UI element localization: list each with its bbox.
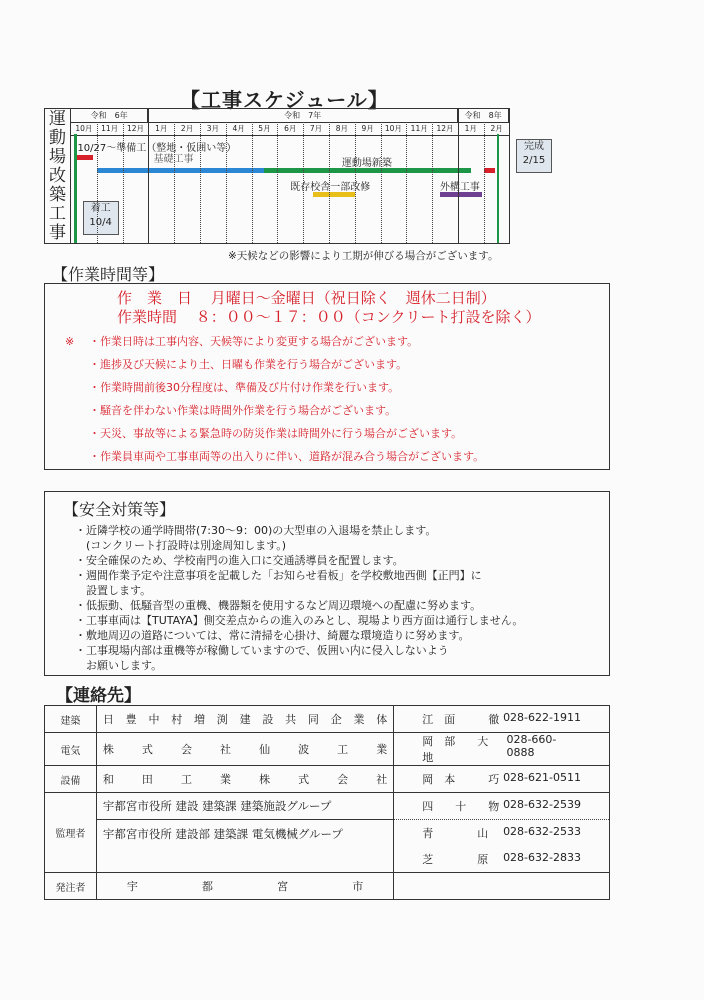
month-header: 11月: [101, 124, 119, 133]
org-char: 株: [259, 773, 271, 786]
person-cell: [394, 846, 610, 873]
row-label-char: 工: [49, 203, 66, 224]
year-header-row: [71, 109, 509, 123]
month-header: 2月: [490, 124, 503, 133]
row-label-char: 動: [49, 127, 66, 148]
org-cell: [96, 766, 393, 793]
contact-person: [400, 711, 603, 727]
month-gridline: [277, 122, 278, 243]
org-char: 社: [220, 743, 232, 756]
org-char: 業: [376, 743, 388, 756]
year-header: 令和 6年: [71, 109, 148, 122]
month-gridline: [303, 122, 304, 243]
person-name: 青 山: [422, 827, 489, 840]
person-cell: [394, 733, 610, 766]
org-cell: 宇都宮市役所 建設部 建築課 電気機械グループ: [96, 820, 393, 873]
month-gridline: [252, 122, 253, 243]
safety-title: 【安全対策等】: [63, 500, 176, 519]
person-cell: [394, 820, 610, 847]
contact-person: [400, 851, 603, 867]
role-cell: 設備: [45, 766, 97, 793]
month-header: 9月: [361, 124, 374, 133]
task-label: 基礎工事: [153, 154, 194, 165]
work-time-row: [117, 308, 541, 327]
person-name: 岡 部 大 地: [422, 735, 500, 764]
row-label-char: 場: [49, 146, 66, 167]
role-cell: 発注者: [45, 873, 97, 900]
org-char: 共: [285, 713, 297, 726]
work-note-item: ・騒音を伴わない作業は時間外作業を行う場合がございます。: [89, 404, 397, 417]
task-bar: [484, 168, 496, 173]
org-char: 式: [141, 743, 153, 756]
org-char: 業: [353, 713, 365, 726]
work-note-item: ・進捗及び天候により土、日曜も作業を行う場合がございます。: [89, 358, 408, 371]
work-note-item: ・作業員車両や工事車両等の出入りに伴い、道路が混み合う場合がございます。: [89, 450, 485, 463]
org-char: 波: [298, 743, 310, 756]
start-label: 着工: [90, 203, 111, 214]
phone-number: 028-632-2539: [503, 798, 581, 811]
month-header: 2月: [180, 124, 194, 133]
start-box: [83, 201, 119, 235]
month-header: 1月: [155, 124, 168, 133]
org-char: 会: [337, 773, 349, 786]
month-gridline: [97, 122, 98, 243]
phone-number: 028-632-2833: [503, 851, 581, 864]
month-header: 7月: [309, 124, 323, 133]
phone-number: 028-621-0511: [503, 771, 581, 784]
org-char: 式: [298, 773, 310, 786]
org-cell: [96, 873, 393, 900]
org-char: 渕: [216, 713, 228, 726]
month-header: 1月: [464, 124, 477, 133]
org-char: 田: [141, 773, 153, 786]
contact-person: [400, 825, 603, 841]
month-header: 12月: [436, 124, 454, 133]
month-header: 12月: [126, 124, 144, 133]
safety-item: ・工事車両は【TUTAYA】側交差点からの進入のみとし、現場より西方面は通行しません。: [75, 614, 524, 627]
contact-person: [400, 798, 603, 814]
contact-row: [45, 766, 610, 793]
safety-item: ・敷地周辺の道路については、常に清掃を心掛け、綺麗な環境造りに努めます。: [75, 629, 470, 642]
year-header: 令和 7年: [148, 109, 458, 122]
supervisor-row: [45, 793, 610, 820]
safety-item: ・近隣学校の通学時間帯(7:30～9：00)の大型車の入退場を禁止します。: [75, 524, 437, 537]
month-header: 5月: [258, 124, 271, 133]
contact-person: [400, 771, 603, 787]
org-char: 都: [202, 880, 214, 893]
org-char: 企: [330, 713, 342, 726]
empty-cell: [394, 873, 610, 900]
month-gridline: [432, 122, 433, 243]
safety-item: お願いします。: [75, 659, 163, 672]
safety-item: ・工事現場内部は重機等が稼働していますので、仮囲い内に侵入しないよう: [75, 644, 449, 657]
org-char: 建: [239, 713, 251, 726]
safety-item: ・安全確保のため、学校南門の進入口に交通誘導員を配置します。: [75, 554, 404, 567]
work-note-item: ・作業時間前後30分程度は、準備及び片付け作業を行います。: [89, 381, 400, 394]
start-date: 10/4: [89, 217, 112, 228]
contact-row: [45, 733, 610, 766]
row-label-char: 事: [49, 222, 66, 243]
safety-item: 設置します。: [75, 584, 152, 597]
org-char: 設: [262, 713, 274, 726]
month-gridline: [381, 122, 382, 243]
phone-number: 028-632-2533: [503, 825, 581, 838]
org-name: [103, 711, 387, 727]
month-header: 3月: [206, 124, 219, 133]
org-char: 増: [194, 713, 205, 726]
gantt-chart: [44, 108, 510, 244]
role-cell: 建築: [45, 706, 97, 733]
note-mark: ※: [65, 335, 75, 348]
year-divider: [148, 109, 149, 243]
milestone-line: [497, 134, 500, 243]
safety-item: ・週間作業予定や注意事項を記載した「お知らせ看板」を学校敷地西側【正門】に: [75, 569, 482, 582]
org-name: [103, 741, 387, 757]
year-header: 令和 8年: [458, 109, 510, 122]
contacts-title: 【連絡先】: [56, 686, 141, 706]
work-notes-list: [89, 330, 484, 468]
role-cell: 電気: [45, 733, 97, 766]
task-label: 運動場新築: [341, 158, 392, 169]
month-header: 11月: [410, 124, 428, 133]
client-name: [127, 878, 363, 894]
org-char: 社: [376, 773, 388, 786]
org-char: 業: [220, 773, 232, 786]
completion-label: 完成: [524, 141, 544, 152]
contact-row: [45, 706, 610, 733]
org-cell: 宇都宮市役所 建設 建築課 建築施設グループ: [96, 793, 393, 820]
month-gridline: [406, 122, 407, 243]
org-char: 工: [337, 743, 349, 756]
task-label: 外構工事: [439, 182, 480, 193]
work-day-label: 作 業 日: [117, 289, 193, 307]
org-char: 工: [180, 773, 192, 786]
schedule-title: 【工事スケジュール】: [180, 88, 389, 112]
supervisor-row: [45, 820, 610, 847]
org-name: [103, 771, 387, 787]
safety-item: (コンクリート打設時は別途周知します。): [75, 539, 286, 552]
safety-item: ・低振動、低騒音型の重機、機器類を使用するなど周辺環境への配慮に努めます。: [75, 599, 482, 612]
person-name: 岡 本 巧: [422, 773, 500, 786]
person-name: 芝 原: [422, 853, 489, 866]
work-note-item: ・作業日時は工事内容、天候等により変更する場合がございます。: [89, 335, 419, 348]
org-char: 宇: [126, 880, 138, 893]
org-char: 豊: [125, 713, 137, 726]
task-label: 10/27～準備工（整地・仮囲い等）: [77, 143, 237, 154]
year-divider: [458, 109, 459, 243]
month-header: 10月: [384, 124, 402, 133]
person-cell: [394, 766, 610, 793]
org-char: 市: [352, 880, 364, 893]
month-gridline: [174, 122, 175, 243]
schedule-note: ※天候などの影響により工期が伸びる場合がございます。: [228, 250, 499, 262]
month-gridline: [123, 122, 124, 243]
month-gridline: [484, 122, 485, 243]
completion-date: 2/15: [522, 155, 546, 166]
contacts-table: [44, 705, 610, 900]
role-cell: 監理者: [45, 793, 97, 873]
org-cell: [96, 706, 393, 733]
org-char: 日: [102, 713, 114, 726]
month-header: 10月: [75, 124, 93, 133]
org-char: 会: [180, 743, 192, 756]
org-char: 同: [307, 713, 319, 726]
org-cell: [96, 733, 393, 766]
org-char: 村: [171, 713, 183, 726]
org-char: 仙: [259, 743, 271, 756]
milestone-line: [74, 134, 77, 243]
safety-box: [44, 491, 610, 676]
org-char: 体: [376, 713, 388, 726]
month-gridline: [200, 122, 201, 243]
phone-number: 028-660-0888: [506, 733, 557, 759]
work-hours-title: 【作業時間等】: [52, 265, 165, 284]
task-label: 既存校舎一部改修: [290, 182, 371, 193]
work-hours-box: [44, 283, 610, 470]
month-gridline: [355, 122, 356, 243]
org-char: 株: [102, 743, 114, 756]
person-name: 四 十 物: [422, 800, 500, 813]
month-gridline: [329, 122, 330, 243]
work-note-item: ・天災、事故等による緊急時の防災作業は時間外に行う場合がございます。: [89, 427, 463, 440]
client-row: [45, 873, 610, 900]
person-cell: [394, 793, 610, 820]
completion-box: [516, 139, 552, 173]
month-header: 4月: [232, 124, 245, 133]
contact-person: [400, 733, 603, 765]
month-gridline: [226, 122, 227, 243]
safety-list: [75, 523, 523, 673]
work-day-row: [117, 289, 496, 308]
month-header: 6月: [284, 124, 297, 133]
work-time-value: ８：００～１７：００（コンクリート打設を除く）: [195, 308, 541, 326]
gantt-plot-area: [71, 135, 509, 243]
phone-number: 028-622-1911: [503, 711, 581, 724]
person-name: 江 面 徹: [422, 713, 500, 726]
work-day-value: 月曜日～金曜日（祝日除く 週休二日制）: [210, 289, 496, 307]
org-char: 和: [102, 773, 114, 786]
gantt-row-label: [45, 109, 71, 243]
month-header-row: [71, 122, 509, 136]
work-time-label: 作業時間: [117, 308, 178, 326]
person-cell: [394, 706, 610, 733]
org-char: 中: [148, 713, 160, 726]
row-label-char: 築: [49, 184, 66, 205]
row-label-char: 改: [49, 165, 66, 186]
org-char: 宮: [277, 880, 289, 893]
month-header: 8月: [335, 124, 348, 133]
row-label-char: 運: [49, 108, 66, 129]
